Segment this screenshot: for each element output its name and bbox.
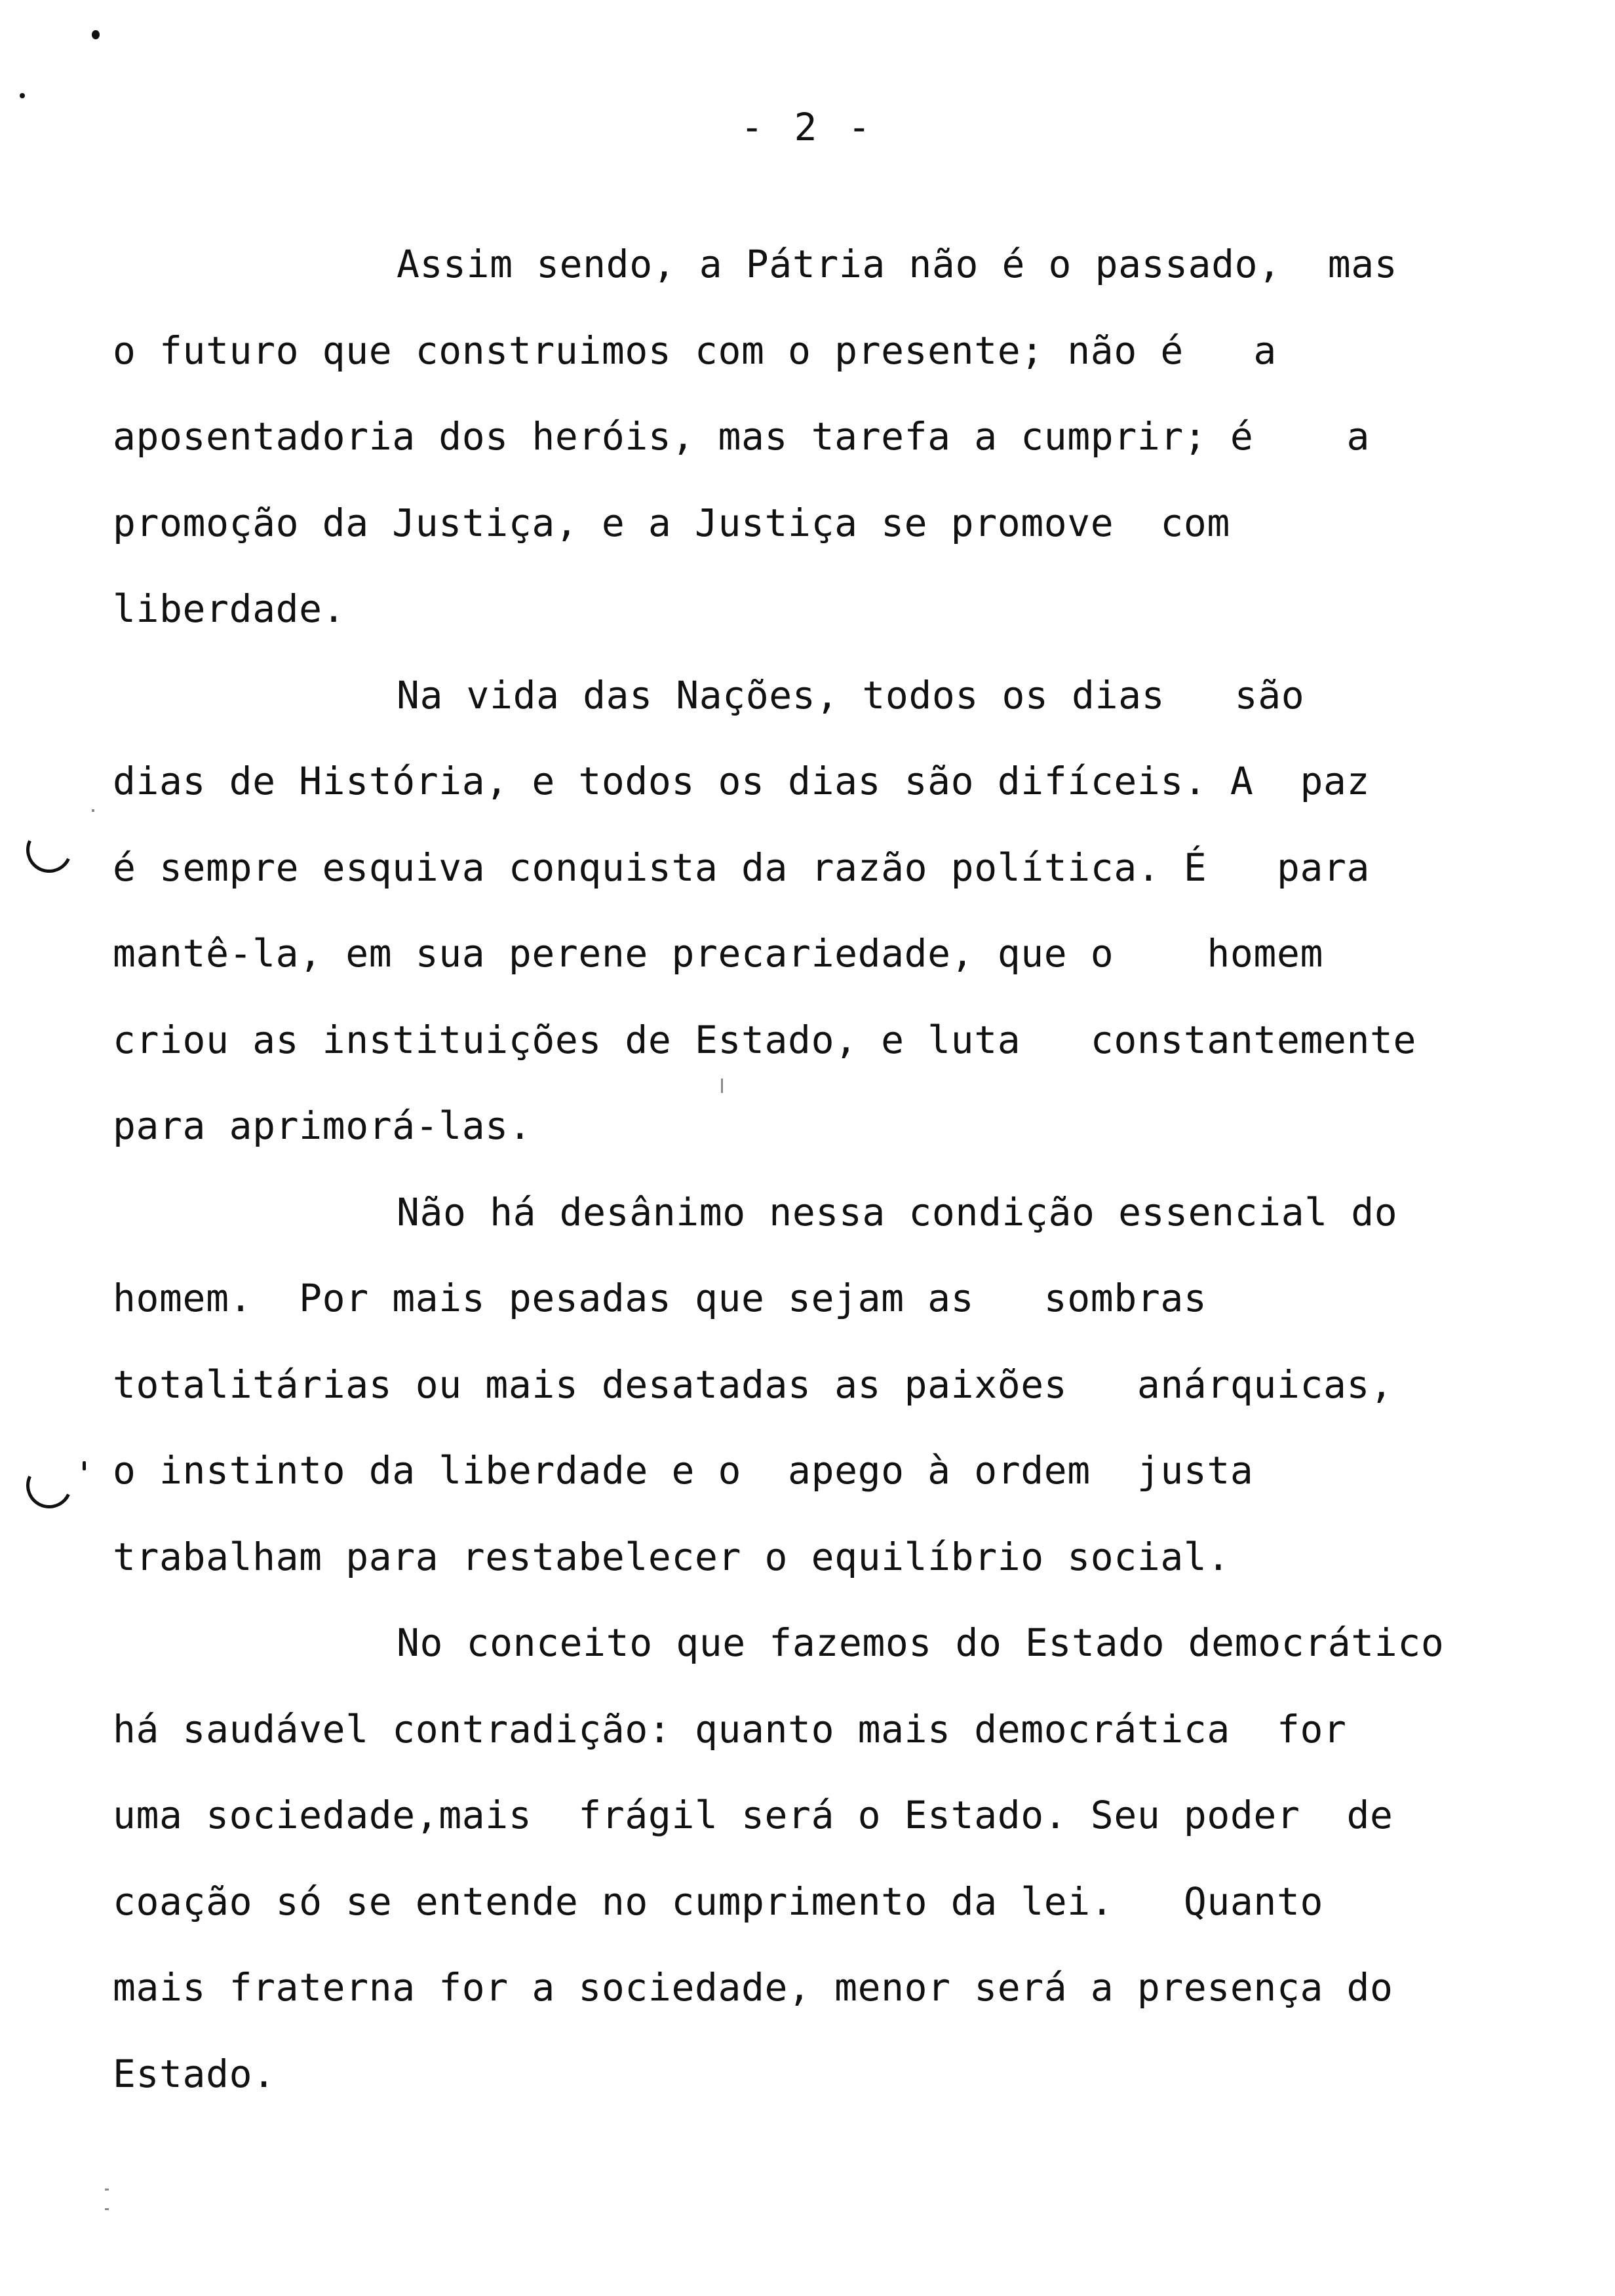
margin-mark-arc <box>20 820 79 879</box>
text-line: criou as instituições de Estado, e luta constantemente <box>113 1017 1417 1062</box>
text-line: mantê-la, em sua perene precariedade, que o homem <box>113 931 1323 976</box>
text-line: há saudável contradição: quanto mais democrática for <box>113 1706 1347 1751</box>
margin-mark-arc <box>20 1456 79 1515</box>
text-line: aposentadoria dos heróis, mas tarefa a cumprir; é a <box>113 414 1371 459</box>
text-line: o instinto da liberdade e o apego à ordem justa <box>113 1448 1254 1493</box>
page-number: - 2 - <box>740 105 875 149</box>
text-line: homem. Por mais pesadas que sejam as sombras <box>113 1276 1207 1320</box>
text-line: Na vida das Nações, todos os dias são <box>397 672 1305 718</box>
text-line: dias de História, e todos os dias são difíceis. A paz <box>113 759 1371 803</box>
text-line: coação só se entende no cumprimento da lei. Quanto <box>113 1879 1323 1924</box>
text-line: liberdade. <box>113 586 346 631</box>
body-text <box>113 233 1555 2128</box>
text-line: Assim sendo, a Pátria não é o passado, mas <box>397 242 1398 286</box>
text-line: totalitárias ou mais desatadas as paixões anárquicas, <box>113 1362 1393 1407</box>
text-line: uma sociedade,mais frágil será o Estado. Seu poder de <box>113 1793 1393 1837</box>
text-line: Não há desânimo nessa condição essencial do <box>397 1189 1398 1234</box>
scan-speck <box>92 809 94 812</box>
text-line: o futuro que construimos com o presente; não é a <box>113 328 1277 373</box>
text-line: para aprimorá-las. <box>113 1103 532 1148</box>
scan-speck <box>105 2208 109 2210</box>
text-line: mais fraterna for a sociedade, menor será a presença do <box>113 1965 1393 2010</box>
scan-speck <box>721 1079 723 1093</box>
scan-dot <box>92 30 100 39</box>
text-line: No conceito que fazemos do Estado democrático <box>397 1620 1445 1665</box>
scan-dot <box>20 93 25 98</box>
scan-speck <box>105 2189 109 2191</box>
text-line: promoção da Justiça, e a Justiça se promove com <box>113 500 1230 545</box>
text-line: é sempre esquiva conquista da razão política. É para <box>113 845 1371 890</box>
text-line: Estado. <box>113 2051 276 2096</box>
text-line: trabalham para restabelecer o equilíbrio social. <box>113 1534 1230 1579</box>
margin-tick <box>83 1461 86 1470</box>
